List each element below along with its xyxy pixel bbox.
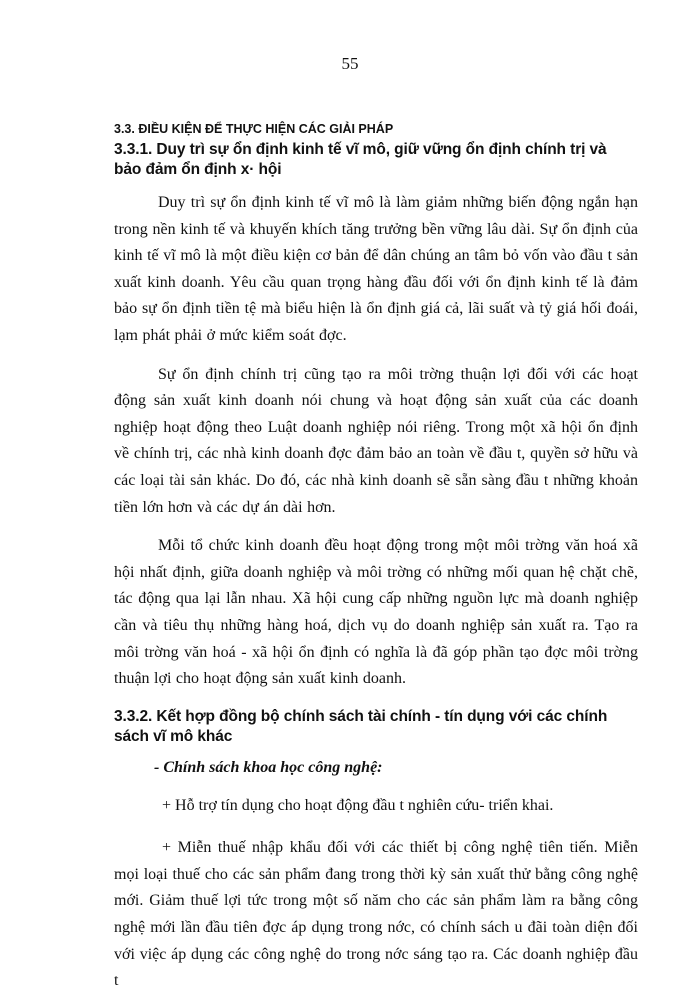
page-number: 55 <box>341 54 359 73</box>
page-content <box>114 122 638 1007</box>
paragraph-1: Duy trì sự ổn định kinh tế vĩ mô là làm giảm những biến động ngắn hạn trong nền kinh tế và khuyến khích tăng trưởng bền vững lâu dài. Sự ổn định của kinh tế vĩ mô là một điều kiện cơ bản để dân chúng an tâm bỏ vốn vào đầu t sản xuất kinh doanh. Yêu cầu quan trọng hàng đầu đối với ổn định kinh tế là đảm bảo sự ổn định tiền tệ mà biểu hiện là ổn định giá cả, lãi suất và tỷ giá hối đoái, lạm phát phải ở mức kiểm soát đợc. <box>114 194 638 344</box>
subsection-heading-2: 3.3.2. Kết hợp đồng bộ chính sách tài chính - tín dụng với các chính sách vĩ mô khác <box>114 707 608 745</box>
paragraph-2: Sự ổn định chính trị cũng tạo ra môi trờng thuận lợi đối với các hoạt động sản xuất kinh doanh nói chung và hoạt động sản xuất của các doanh nghiệp hoạt động theo Luật doanh nghiệp nói riêng. Trong một xã hội ổn định về chính trị, các nhà kinh doanh đợc đảm bảo an toàn về đầu t, quyền sở hữu và các loại tài sản khác. Do đó, các nhà kinh doanh sẽ sẵn sàng đầu t những khoản tiền lớn hơn và các dự án dài hơn. <box>114 365 638 516</box>
policy-label: - Chính sách khoa học công nghệ: <box>154 758 383 776</box>
section-title: 3.3. ĐIỀU KIỆN ĐỂ THỰC HIỆN CÁC GIẢI PHÁP <box>114 122 394 136</box>
paragraph-3: Mỗi tổ chức kinh doanh đều hoạt động trong một môi trờng văn hoá xã hội nhất định, giữa doanh nghiệp và môi trờng có những mối quan hệ chặt chẽ, tác động qua lại lẫn nhau. Xã hội cung cấp những nguồn lực mà doanh nghiệp cần và tiêu thụ những hàng hoá, dịch vụ do doanh nghiệp sản xuất ra. Tạo ra môi trờng văn hoá - xã hội ổn định có nghĩa là đã góp phần tạo đợc môi trờng thuận lợi cho hoạt động sản xuất kinh doanh. <box>114 537 638 688</box>
subsection-heading-1: 3.3.1. Duy trì sự ổn định kinh tế vĩ mô, giữ vững ổn định chính trị và bảo đảm ổn định x· hội <box>114 141 607 178</box>
bullet-item-2: + Miễn thuế nhập khẩu đối với các thiết bị công nghệ tiên tiến. Miễn mọi loại thuế cho các sản phẩm đang trong thời kỳ sản xuất thử bằng công nghệ mới. Giảm thuế lợi tức trong một số năm cho các sản phẩm làm ra bằng công nghệ mới lần đầu tiên đợc áp dụng trong nớc, có chính sách u đãi toàn diện đối với việc áp dụng các công nghệ do trong nớc sáng tạo ra. Các doanh nghiệp đầu t <box>114 839 638 990</box>
bullet-item-1: + Hỗ trợ tín dụng cho hoạt động đầu t nghiên cứu- triển khai. <box>162 796 554 814</box>
